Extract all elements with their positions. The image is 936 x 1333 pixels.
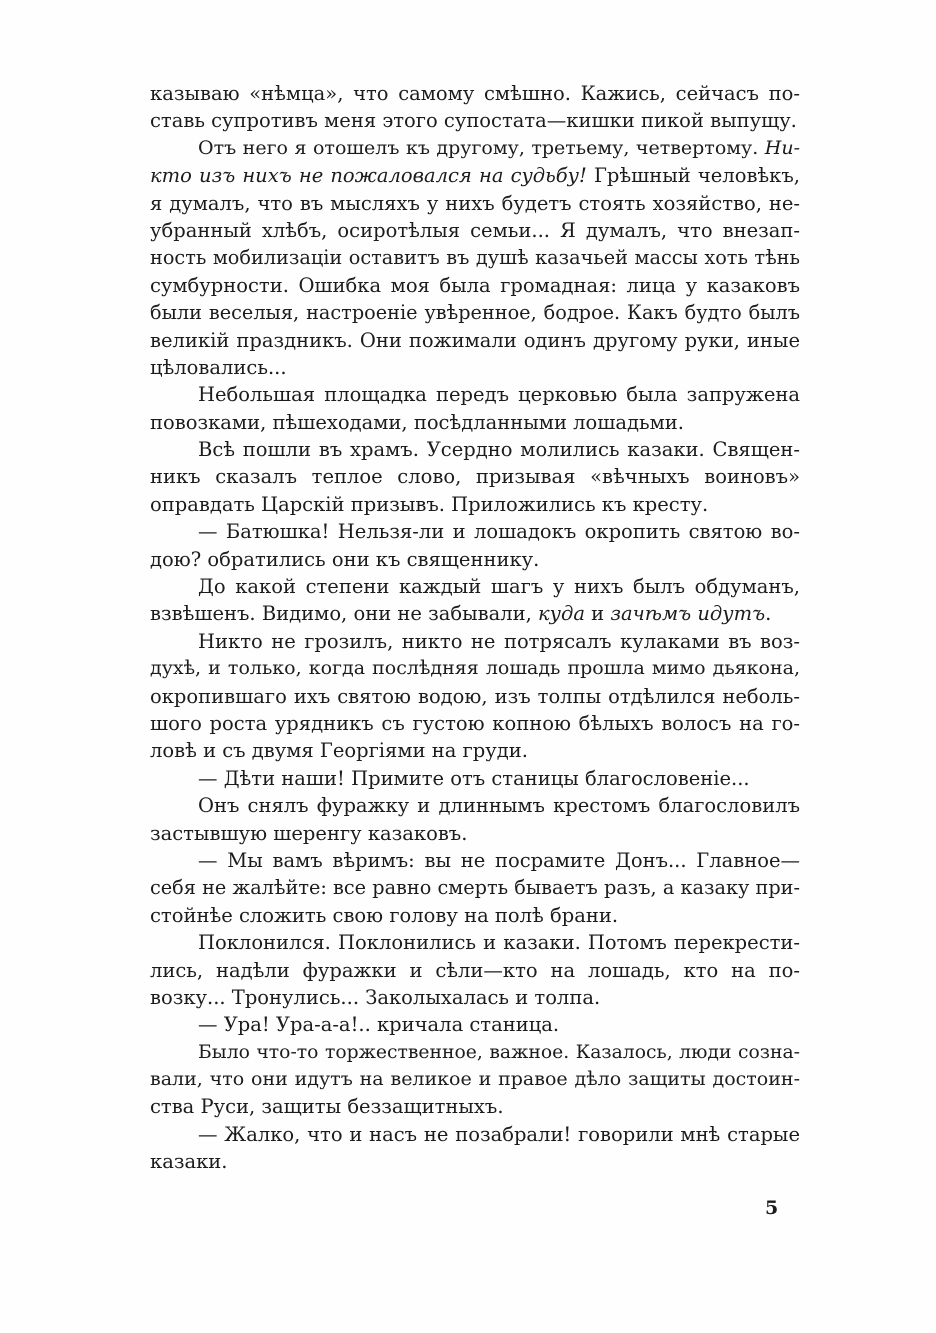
text-segment: и (584, 602, 611, 626)
text-segment: возку... Тронулись... Заколыхалась и толпа. (150, 985, 601, 1009)
text-line (150, 847, 800, 874)
text-segment: Онъ снялъ фуражку и длиннымъ крестомъ благословилъ (198, 794, 800, 818)
text-segment: себя не жалѣйте: все равно смерть бываетъ разъ, а казаку при- (150, 876, 800, 900)
text-segment: стойнѣе сложить свою голову на полѣ брани. (150, 903, 619, 927)
text-line (150, 1011, 800, 1038)
text-segment: вали, что они идутъ на великое и правое дѣло защиты достоин- (150, 1068, 800, 1091)
text-segment: я думалъ, что въ мысляхъ у нихъ будетъ стоять хозяйство, не- (150, 191, 800, 215)
text-line (150, 491, 800, 518)
text-line (150, 957, 800, 984)
text-segment: дою? обратились они къ священнику. (150, 547, 540, 571)
text-segment: убранный хлѣбъ, осиротѣлыя семьи... Я думалъ, что внезап- (150, 218, 800, 242)
text-line (150, 737, 800, 764)
text-segment: шого роста урядникъ съ густою копною бѣлыхъ волосъ на го- (150, 711, 800, 735)
text-line (150, 1093, 800, 1120)
text-segment: казываю «нѣмца», что самому смѣшно. Кажись, сейчасъ по- (150, 82, 800, 105)
text-line (150, 327, 800, 354)
text-segment: ность мобилизаціи оставитъ въ душѣ казачьей массы хоть тѣнь (150, 246, 800, 270)
text-line (150, 354, 800, 381)
text-line (150, 874, 800, 901)
text-line (150, 1066, 800, 1093)
text-line (150, 710, 800, 737)
text-segment: цѣловались... (150, 355, 287, 379)
text-line (150, 244, 800, 271)
text-line (150, 765, 800, 792)
page-number: 5 (765, 1197, 779, 1219)
body-text (150, 80, 800, 1176)
text-line (150, 1121, 800, 1148)
text-segment: оправдать Царскій призывъ. Приложились къ кресту. (150, 492, 709, 516)
text-line (150, 628, 800, 655)
text-line (150, 135, 800, 162)
text-line (150, 573, 800, 600)
text-line (150, 107, 800, 134)
text-segment: застывшую шеренгу казаковъ. (150, 821, 468, 845)
text-segment: — Дѣти наши! Примите отъ станицы благословеніе... (198, 766, 750, 790)
italic-text: кто изъ нихъ не пожаловался на судьбу! (150, 164, 587, 188)
text-segment: никъ сказалъ теплое слово, призывая «вѣчныхъ воиновъ» (150, 465, 800, 489)
text-line (150, 655, 800, 682)
text-segment: . (765, 602, 772, 626)
italic-text: Ни- (764, 136, 800, 159)
text-line (150, 217, 800, 244)
text-segment: Было что-то торжественное, важное. Казалось, люди созна- (198, 1041, 800, 1063)
text-segment: — Жалко, что и насъ не позабрали! говорили мнѣ старые (198, 1122, 800, 1146)
text-line (150, 409, 800, 436)
italic-text: зачѣмъ идутъ (610, 602, 766, 626)
text-line (150, 1148, 800, 1175)
text-line (150, 190, 800, 217)
text-segment: Небольшая площадка передъ церковью была запружена (198, 383, 800, 407)
text-line (150, 929, 800, 956)
italic-text: куда (538, 602, 585, 626)
text-line (150, 463, 800, 490)
text-line (150, 546, 800, 573)
text-line (150, 984, 800, 1011)
text-line (150, 272, 800, 299)
text-line (150, 436, 800, 463)
text-line (150, 381, 800, 408)
text-segment: Грѣшный человѣкъ, (586, 164, 800, 188)
text-line (150, 902, 800, 929)
text-line (150, 683, 800, 710)
text-segment: казаки. (150, 1150, 228, 1174)
text-segment: ставь супротивъ меня этого супостата—кишки пикой выпущу. (150, 109, 797, 133)
text-segment: повозками, пѣшеходами, посѣдланными лошадьми. (150, 410, 685, 434)
text-segment: ства Руси, защиты беззащитныхъ. (150, 1095, 504, 1119)
text-line (150, 80, 800, 107)
text-line (150, 820, 800, 847)
text-segment: лись, надѣли фуражки и сѣли—кто на лошадь, кто на по- (150, 958, 800, 982)
text-segment: До какой степени каждый шагъ у нихъ былъ обдуманъ, (198, 575, 800, 599)
text-segment: Отъ него я отошелъ къ другому, третьему, четвертому. (198, 136, 765, 159)
text-segment: Никто не грозилъ, никто не потрясалъ кулаками въ воз- (198, 629, 800, 653)
text-segment: Поклонился. Поклонились и казаки. Потомъ перекрести- (198, 931, 800, 955)
text-segment: сумбурности. Ошибка моя была громадная: лица у казаковъ (150, 273, 800, 297)
text-line (150, 162, 800, 189)
text-segment: взвѣшенъ. Видимо, они не забывали, (150, 602, 539, 626)
text-segment: ловѣ и съ двумя Георгіями на груди. (150, 739, 528, 763)
text-line (150, 299, 800, 326)
text-line (150, 792, 800, 819)
text-segment: — Ура! Ура-а-а!.. кричала станица. (198, 1013, 560, 1037)
text-segment: Всѣ пошли въ храмъ. Усердно молились казаки. Священ- (198, 438, 800, 462)
text-line (150, 1039, 800, 1066)
text-segment: окропившаго ихъ святою водою, изъ толпы отдѣлился неболь- (150, 684, 800, 708)
text-line (150, 600, 800, 627)
text-segment: великій праздникъ. Они пожимали одинъ другому руки, иные (150, 328, 800, 352)
text-line (150, 518, 800, 545)
text-segment: — Батюшка! Нельзя-ли и лошадокъ окропить святою во- (198, 520, 800, 544)
text-segment: духѣ, и только, когда послѣдняя лошадь прошла мимо дьякона, (150, 657, 800, 680)
text-segment: были веселыя, настроеніе увѣренное, бодрое. Какъ будто былъ (150, 301, 800, 325)
text-segment: — Мы вамъ вѣримъ: вы не посрамите Донъ... Главное— (198, 848, 800, 872)
